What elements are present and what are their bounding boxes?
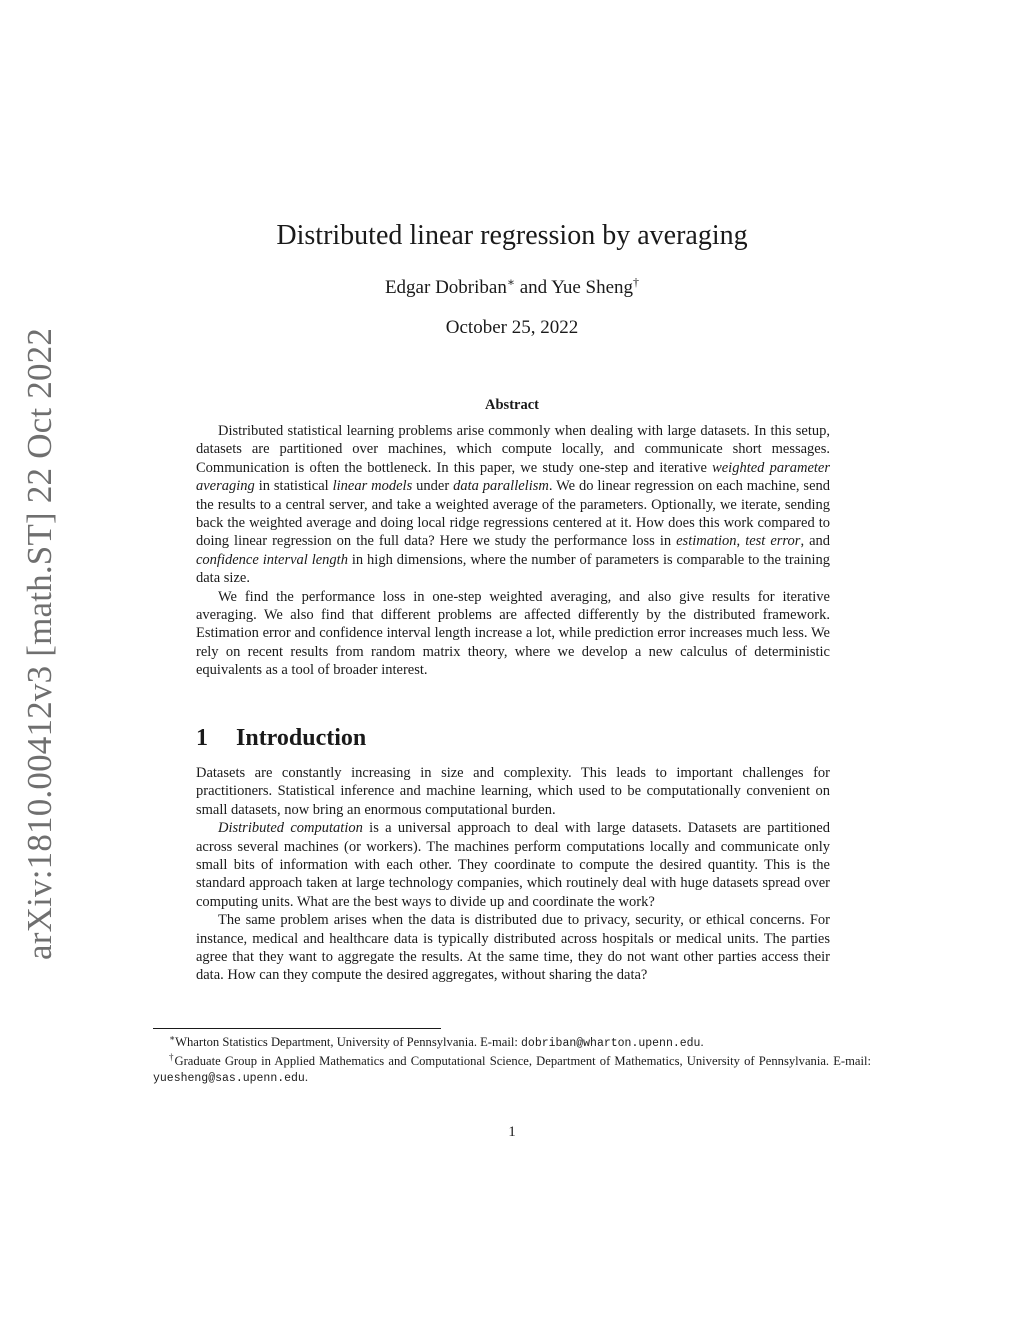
body-paragraph: The same problem arises when the data is distributed due to privacy, security, or ethical concerns. For instance, medical and healthcare data is typically distributed across hospitals or medical units. The parties agree that they want to aggregate the results. At the same time, they do not want other parties access their data. How can they compute the desired aggregates, without sharing the data?	[196, 912, 830, 984]
author-name: Yue Sheng	[551, 277, 634, 298]
abstract-body	[196, 422, 830, 680]
paper-date: October 25, 2022	[445, 317, 579, 338]
abstract-paragraph: We find the performance loss in one-step weighted averaging, and also give results for iterative averaging. We also find that different problems are affected differently by the distributed framework. Estimation error and confidence interval length increase a lot, while prediction error increases much less. We rely on recent results from random matrix theory, where we develop a new calculus of deterministic equivalents as a tool of broader interest.	[196, 588, 830, 679]
author-name: Edgar Dobriban	[384, 277, 507, 298]
author-list	[0, 275, 1024, 301]
abstract-heading: Abstract	[485, 397, 539, 413]
footnotes	[153, 1034, 871, 1088]
body-paragraph: Datasets are constantly increasing in size and complexity. This leads to important challenges for practitioners. Statistical inference and machine learning, which used to be computationally convenient on small datasets, now bring an enormous computational burden.	[196, 765, 830, 818]
section-number: 1	[196, 725, 208, 751]
section-heading	[196, 722, 366, 754]
introduction-body	[196, 764, 830, 985]
section-title: Introduction	[236, 725, 367, 751]
body-paragraph: Distributed computation is a universal approach to deal with large datasets. Datasets are partitioned across several machines (or workers). The machines perform computations locally and communicate only small bits of information with each other. They coordinate to compute the desired quantity. This is the standard approach taken at large technology companies, which routinely deal with huge datasets spread over computing units. What are the best ways to divide up and coordinate the work?	[196, 820, 830, 910]
footnote-marker[interactable]: †	[633, 275, 640, 289]
author-conjunction: and	[515, 277, 552, 298]
abstract-paragraph: Distributed statistical learning problems arise commonly when dealing with large datasets. In this setup, datasets are partitioned over machines, which compute locally, and communicate short messages. Communication is often the bottleneck. In this paper, we study one-step and iterative weighted parameter averaging in statistical linear models under data parallelism. We do linear regression on each machine, send the results to a central server, and take a weighted average of the parameters. Optionally, we iterate, sending back the weighted average and doing local ridge regressions centered at it. How does this work compared to doing linear regression on the full data? Here we study the performance loss in estimation, test error, and confidence interval length in high dimensions, where the number of parameters is comparable to the training data size.	[196, 423, 831, 587]
footnote: †Graduate Group in Applied Mathematics and Computational Science, Department of Mathematics, University of Pennsylvania. E-mail: yuesheng@sas.upenn.edu.	[153, 1051, 871, 1085]
email-link[interactable]: dobriban@wharton.upenn.edu	[521, 1037, 701, 1050]
email-link[interactable]: yuesheng@sas.upenn.edu	[153, 1072, 305, 1085]
footnote-divider	[153, 1028, 441, 1029]
arxiv-identifier: arXiv:1810.00412v3 [math.ST] 22 Oct 2022	[20, 327, 59, 960]
footnote: ∗Wharton Statistics Department, University of Pennsylvania. E-mail: dobriban@wharton.upenn.edu.	[169, 1033, 704, 1050]
page-number: 1	[508, 1124, 516, 1140]
footnote-marker[interactable]: ∗	[506, 275, 515, 289]
paper-title: Distributed linear regression by averaging	[276, 220, 748, 251]
